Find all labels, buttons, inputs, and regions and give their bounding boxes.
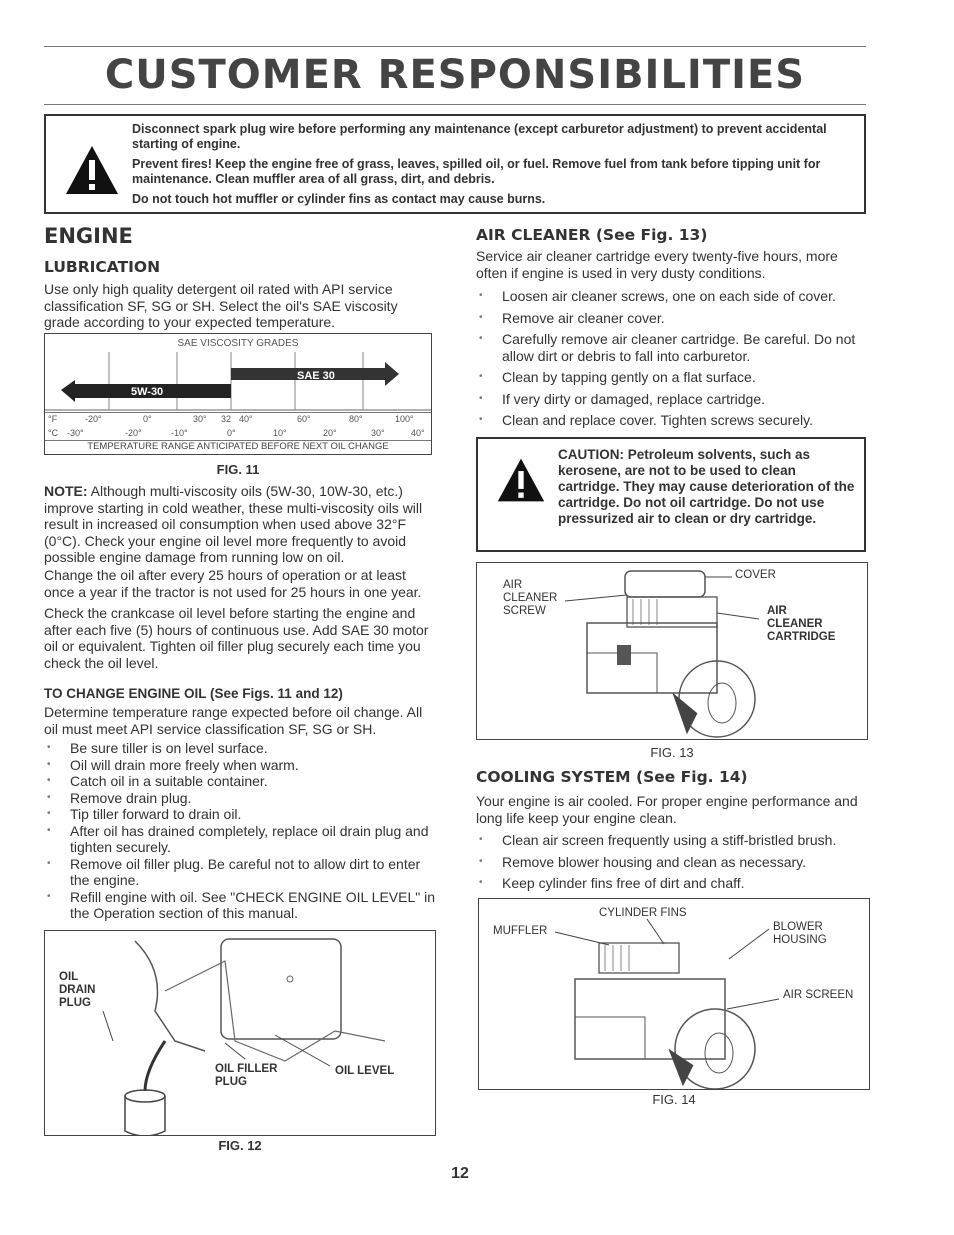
list-item: • Remove drain plug. bbox=[44, 790, 436, 807]
warning-text bbox=[132, 122, 852, 212]
note-text: Although multi-viscosity oils (5W-30, 10W-30, etc.) improve starting in cold weather, these multi-viscosity oils will result in increased oil consumption when used above 32°F (0°C). Check your engine oil level more frequently to avoid possible engine damage from running low on oil. bbox=[44, 483, 423, 565]
list-item: • Be sure tiller is on level surface. bbox=[44, 740, 436, 757]
warning-triangle-icon bbox=[496, 455, 546, 505]
f-tick: 32 bbox=[221, 414, 232, 424]
c-tick: -20° bbox=[125, 428, 142, 438]
label-line: OIL FILLER bbox=[215, 1063, 278, 1075]
safety-warning-box bbox=[44, 114, 866, 214]
warning-line-2: Prevent fires! Keep the engine free of grass, leaves, spilled oil, or fuel. Remove fuel from tank before tipping unit for maintenance. Clean muffler area of all grass, dirt, and debris. bbox=[132, 157, 821, 186]
list-item: • Clean air screen frequently using a stiff-bristled brush. bbox=[476, 832, 870, 849]
viscosity-chart-footer: TEMPERATURE RANGE ANTICIPATED BEFORE NEXT OIL CHANGE bbox=[45, 440, 431, 452]
viscosity-chart bbox=[44, 333, 432, 455]
fig11-caption: FIG. 11 bbox=[216, 462, 260, 477]
list-item: • Carefully remove air cleaner cartridge. Be careful. Do not allow dirt or debris to fall into carburetor. bbox=[476, 331, 868, 364]
list-item: • Clean and replace cover. Tighten screws securely. bbox=[476, 412, 868, 429]
c-tick: -10° bbox=[171, 428, 188, 438]
list-item: • Refill engine with oil. See "CHECK ENGINE OIL LEVEL" in the Operation section of this manual. bbox=[44, 889, 436, 922]
f-unit: °F bbox=[48, 414, 58, 424]
c-unit: °C bbox=[48, 428, 59, 438]
list-item: • Oil will drain more freely when warm. bbox=[44, 757, 436, 774]
label-line: AIR bbox=[767, 605, 787, 617]
fig13-caption: FIG. 13 bbox=[650, 745, 694, 760]
top-rule bbox=[44, 46, 866, 47]
bar-sae30-label: SAE 30 bbox=[297, 370, 335, 382]
c-tick: 0° bbox=[227, 428, 236, 438]
label-line: PLUG bbox=[215, 1076, 247, 1088]
label-line: SCREW bbox=[503, 605, 546, 617]
title-rule bbox=[44, 104, 866, 105]
label-blower-housing bbox=[773, 921, 827, 947]
change-oil-heading: TO CHANGE ENGINE OIL (See Figs. 11 and 12) bbox=[44, 686, 343, 701]
caution-text: CAUTION: Petroleum solvents, such as kerosene, are not to be used to clean cartridge. They may cause deterioration of the cartridge. Do not oil cartridge. Do not use pressurized air to clean or dry cartridge. bbox=[558, 447, 855, 526]
f-tick: 80° bbox=[349, 414, 363, 424]
viscosity-chart-title: SAE VISCOSITY GRADES bbox=[177, 338, 299, 349]
label-line: DRAIN bbox=[59, 984, 96, 996]
air-cleaner-steps bbox=[476, 288, 868, 434]
c-tick: 20° bbox=[323, 428, 337, 438]
fig12-caption: FIG. 12 bbox=[218, 1138, 262, 1153]
list-item: • If very dirty or damaged, replace cartridge. bbox=[476, 391, 868, 408]
c-tick: 10° bbox=[273, 428, 287, 438]
label-line: CARTRIDGE bbox=[767, 631, 836, 643]
warning-triangle-icon bbox=[64, 142, 120, 198]
label-air-cleaner-screw bbox=[503, 579, 557, 618]
lubrication-heading: LUBRICATION bbox=[44, 258, 161, 276]
label-line: BLOWER bbox=[773, 921, 823, 933]
label-line: OIL bbox=[59, 971, 79, 983]
f-tick: 30° bbox=[193, 414, 207, 424]
label-oil-drain-plug bbox=[59, 971, 95, 1010]
list-item: • Remove oil filler plug. Be careful not to allow dirt to enter the engine. bbox=[44, 856, 436, 889]
label-line: CLEANER bbox=[503, 592, 558, 604]
celsius-scale bbox=[45, 428, 431, 440]
change-oil-intro: Determine temperature range expected before oil change. All oil must meet API service classification SF, SG or SH. bbox=[44, 704, 423, 737]
label-line: HOUSING bbox=[773, 934, 827, 946]
label-line: AIR bbox=[503, 579, 523, 591]
c-tick: -30° bbox=[67, 428, 84, 438]
page-title: CUSTOMER RESPONSIBILITIES bbox=[104, 52, 806, 98]
label-line: PLUG bbox=[59, 997, 91, 1009]
fig14-caption: FIG. 14 bbox=[652, 1092, 696, 1107]
label-cylinder-fins: CYLINDER FINS bbox=[599, 907, 687, 919]
f-tick: -20° bbox=[85, 414, 102, 424]
list-item: • Keep cylinder fins free of dirt and chaff. bbox=[476, 875, 870, 892]
list-item: • Loosen air cleaner screws, one on each side of cover. bbox=[476, 288, 868, 305]
label-muffler: MUFFLER bbox=[493, 925, 548, 937]
bar-5w30-label: 5W-30 bbox=[131, 386, 164, 398]
cooling-steps bbox=[476, 832, 870, 897]
engine-heading: ENGINE bbox=[44, 224, 133, 248]
air-cleaner-intro: Service air cleaner cartridge every twenty-five hours, more often if engine is used in very dusty conditions. bbox=[476, 248, 838, 281]
c-tick: 40° bbox=[411, 428, 425, 438]
label-cover: COVER bbox=[735, 569, 776, 581]
f-tick: 100° bbox=[395, 414, 414, 424]
f-tick: 60° bbox=[297, 414, 311, 424]
lubrication-intro: Use only high quality detergent oil rated with API service classification SF, SG or SH. Select the oil's SAE viscosity grade according to your expected temperature. bbox=[44, 281, 398, 330]
oil-drain-drawing bbox=[45, 931, 435, 1135]
note-label: NOTE: bbox=[44, 483, 88, 499]
list-item: • After oil has drained completely, replace oil drain plug and tighten securely. bbox=[44, 823, 436, 856]
list-item: • Remove blower housing and clean as necessary. bbox=[476, 854, 870, 871]
fig14-cooling-illustration bbox=[478, 898, 870, 1090]
label-oil-level: OIL LEVEL bbox=[335, 1065, 395, 1077]
fig12-oil-drain-illustration bbox=[44, 930, 436, 1136]
cooling-intro: Your engine is air cooled. For proper engine performance and long life keep your engine clean. bbox=[476, 793, 858, 826]
oil-check-paragraph: Check the crankcase oil level before starting the engine and after each five (5) hours of continuous use. Add SAE 30 motor oil or equivalent. Tighten oil filler plug securely each time you check the oil level. bbox=[44, 605, 429, 671]
label-oil-filler-plug bbox=[215, 1063, 277, 1089]
oil-change-interval: Change the oil after every 25 hours of operation or at least once a year if the tractor is not used for 25 hours in one year. bbox=[44, 567, 422, 600]
fig13-air-cleaner-illustration bbox=[476, 562, 868, 740]
list-item: • Clean by tapping gently on a flat surface. bbox=[476, 369, 868, 386]
page-number: 12 bbox=[451, 1165, 469, 1182]
label-line: CLEANER bbox=[767, 618, 823, 630]
c-tick: 30° bbox=[371, 428, 385, 438]
warning-line-3: Do not touch hot muffler or cylinder fins as contact may cause burns. bbox=[132, 192, 546, 206]
change-oil-steps bbox=[44, 740, 436, 922]
label-air-screen: AIR SCREEN bbox=[783, 989, 854, 1001]
cooling-system-heading: COOLING SYSTEM (See Fig. 14) bbox=[476, 768, 748, 786]
f-tick: 0° bbox=[143, 414, 152, 424]
note-paragraph bbox=[44, 483, 436, 566]
warning-line-1: Disconnect spark plug wire before performing any maintenance (except carburetor adjustment) to prevent accidental starting of engine. bbox=[132, 122, 827, 151]
air-cleaner-heading: AIR CLEANER (See Fig. 13) bbox=[476, 226, 708, 244]
list-item: • Remove air cleaner cover. bbox=[476, 310, 868, 327]
fahrenheit-scale bbox=[45, 412, 431, 427]
label-air-cleaner-cartridge bbox=[767, 605, 835, 644]
caution-box bbox=[476, 437, 866, 552]
list-item: • Tip tiller forward to drain oil. bbox=[44, 806, 436, 823]
list-item: • Catch oil in a suitable container. bbox=[44, 773, 436, 790]
f-tick: 40° bbox=[239, 414, 253, 424]
